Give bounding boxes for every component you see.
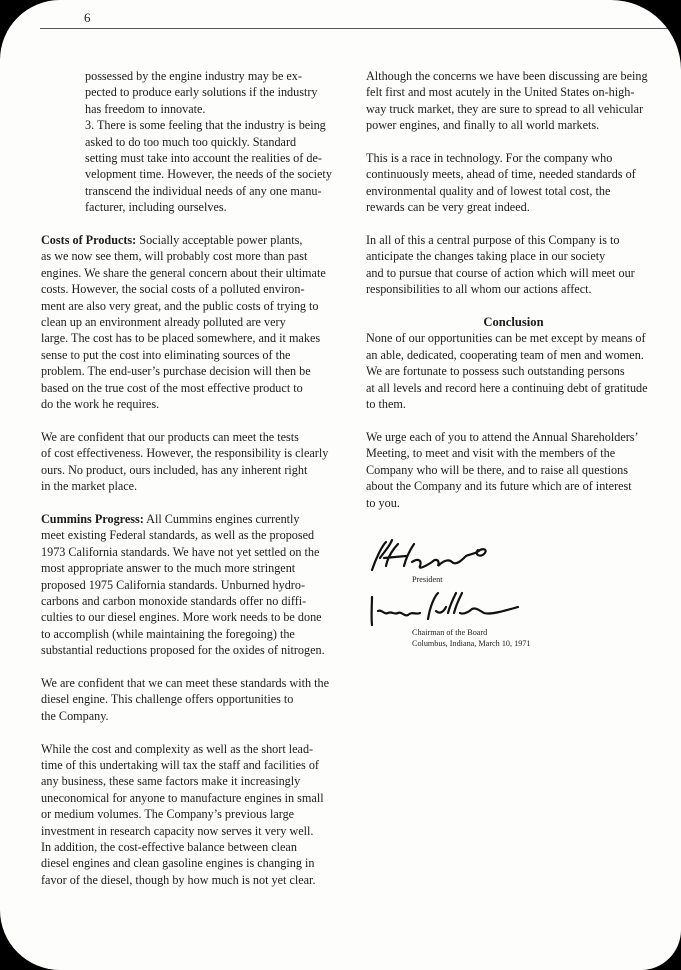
president-caption: President xyxy=(412,575,443,584)
conclusion-paragraph: None of our opportunities can be met except by means of an able, dedicated, cooperating team of men and women. We are fortunate to possess such outstanding persons at all levels and record here a continuing debt of gratitude to them. xyxy=(366,331,648,412)
costs-of-products-paragraph xyxy=(41,232,351,412)
cost-complexity-paragraph: While the cost and complexity as well as the short lead- time of this undertaking will tax the staff and facilities of any business, these same factors make it increasingly uneconomical for anyone to manufacture engines in small or medium volumes. The Company’s previous large investment in research capacity now serves it very well. In addition, the cost-effective balance between clean diesel engines and clean gasoline engines is changing in favor of the diesel, though by how much is not yet clear. xyxy=(41,741,324,887)
signatures-block xyxy=(366,536,666,649)
costs-of-products-body: Socially acceptable power plants, as we now see them, will probably cost more than past engines. We share the general concern about their ultimate costs. However, the social costs of a polluted environ- ment are also very great, and the public costs of trying to clean up an environment already polluted are very large. The cost has to be placed somewhere, and it makes sense to put the cost into eliminating sources of the problem. The end-user’s purchase decision will then be based on the true cost of the most effective product to do the work he requires. xyxy=(41,233,326,412)
conclusion-heading: Conclusion xyxy=(483,315,544,330)
right-column xyxy=(366,68,661,527)
page-number: 6 xyxy=(84,10,91,25)
costs-of-products-heading: Costs of Products: xyxy=(41,233,137,248)
intro-paragraph: possessed by the engine industry may be ex- pected to produce early solutions if the industry has freedom to innovate. xyxy=(85,69,318,116)
concerns-paragraph: Although the concerns we have been discussing are being felt first and most acutely in the United States on-high- way truck market, they are sure to spread to all vehicular power engines, and finally to all world markets. xyxy=(366,69,648,133)
president-signature xyxy=(366,536,506,576)
urge-paragraph: We urge each of you to attend the Annual Shareholders’ Meeting, to meet and visit with the members of the Company who will be there, and to raise all questions about the Company and its future which are of interest to you. xyxy=(366,429,639,510)
place-date: Columbus, Indiana, March 10, 1971 xyxy=(412,639,531,648)
confident-products-paragraph: We are confident that our products can meet the tests of cost effectiveness. However, the responsibility is clearly ours. No product, ours included, has any inherent right in the market place. xyxy=(41,429,329,494)
left-column xyxy=(41,68,351,905)
cummins-progress-paragraph xyxy=(41,511,351,659)
race-paragraph: This is a race in technology. For the company who continuously meets, ahead of time, needed standards of environmental quality and of lowest total cost, the rewards can be very great indeed. xyxy=(366,151,636,215)
point-3-paragraph: 3. There is some feeling that the industry is being asked to do too much too quickly. Standard setting must take into account the realities of de- velopment time. However, the needs of the society transcend the individual needs of any one manu- facturer, including ourselves. xyxy=(85,118,332,215)
top-rule xyxy=(40,28,681,29)
confident-standards-paragraph: We are confident that we can meet these standards with the diesel engine. This challenge offers opportunities to the Company. xyxy=(41,675,330,723)
purpose-paragraph: In all of this a central purpose of this Company is to anticipate the changes taking place in our society and to pursue that course of action which will meet our responsibilities to all whom our actions affect. xyxy=(366,233,635,297)
cummins-progress-body: All Cummins engines currently meet existing Federal standards, as well as the proposed 1973 California standards. We have not yet settled on the most appropriate answer to the much more stringent proposed 1975 California standards. Unburned hydro- carbons and carbon monoxide standards offer no diffi- culties to our diesel engines. More work needs to be done to accomplish (while maintaining the foregoing) the substantial reductions proposed for the oxides of nitrogen. xyxy=(41,511,325,658)
cummins-progress-heading: Cummins Progress: xyxy=(41,511,144,526)
chairman-signature xyxy=(366,589,526,631)
chairman-caption: Chairman of the Board xyxy=(412,628,488,637)
